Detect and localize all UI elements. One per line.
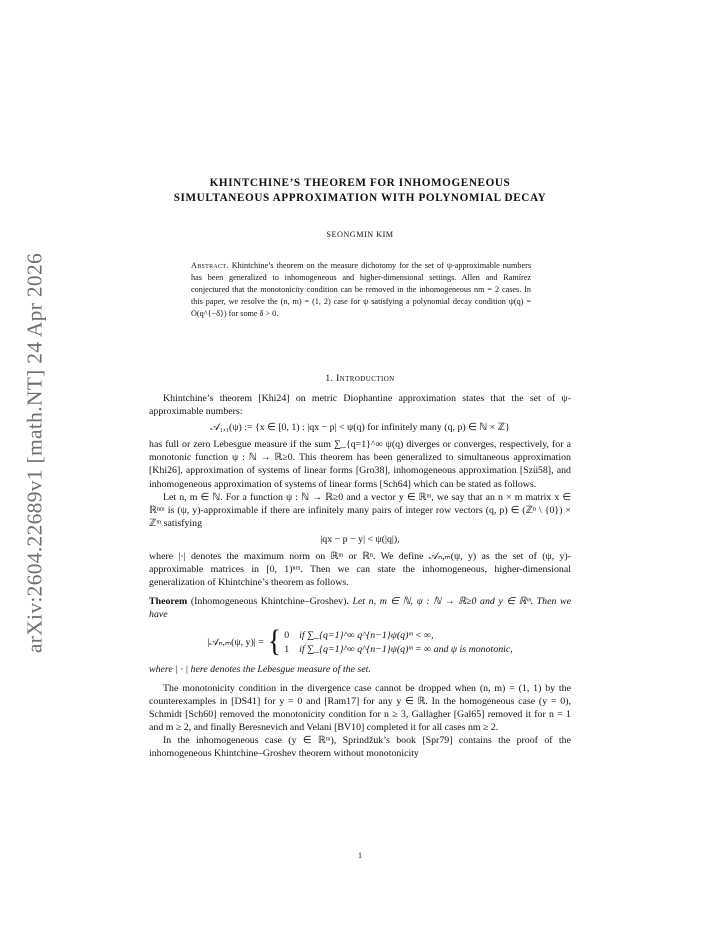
cases-lhs: |𝒜ₙ,ₘ(ψ, y)| =	[207, 636, 264, 648]
paragraph-6: In the inhomogeneous case (y ∈ ℝᵐ), Sprindžuk’s book [Spr79] contains the proof of the inhomogeneous Khintchine–Groshev theorem without monotonicity	[149, 735, 571, 760]
paragraph-3: Let n, m ∈ ℕ. For a function ψ : ℕ → ℝ≥0 and a vector y ∈ ℝᵐ, we say that an n × m matrix x ∈ ℝⁿᵐ is (ψ, y)-approximable if there are infinitely many pairs of integer row vectors (q, p) ∈ (ℤⁿ \ {0}) × ℤᵐ satisfying	[149, 491, 571, 529]
theorem-statement: Let n, m ∈ ℕ, ψ : ℕ → ℝ≥0 and y ∈ ℝᵐ. Then we have	[149, 596, 571, 621]
case-rows	[284, 629, 513, 656]
main-body	[149, 392, 571, 760]
section-heading-introduction: 1. Introduction	[325, 374, 395, 384]
abstract	[191, 260, 531, 320]
equation-cases	[149, 624, 571, 659]
case-row-2	[284, 643, 513, 656]
paper-title	[120, 176, 600, 206]
theorem-label: Theorem	[149, 596, 188, 608]
case-row-1	[284, 629, 513, 642]
paragraph-1: Khintchine’s theorem [Khi24] on metric Diophantine approximation states that the set of ψ-approximable numbers:	[149, 393, 571, 418]
equation-1: 𝒜₁,₁(ψ) := {x ∈ [0, 1) : |qx − p| < ψ(q) for infinitely many (q, p) ∈ ℕ × ℤ}	[210, 422, 510, 434]
abstract-text: Khintchine’s theorem on the measure dichotomy for the set of ψ-approximable numbers has been generalized to inhomogeneous and higher-dimensional settings. Allen and Ramírez conjectured that the monotonicity condition can be removed in the inhomogeneous nm = 2 cases. In this paper, we resolve the (n, m) = (1, 2) case for ψ satisfying a polynomial decay condition ψ(q) = O(q^{−δ}) for some δ > 0.	[191, 261, 532, 319]
case-1-condition: if ∑_{q=1}^∞ q^{n−1}ψ(q)ᵐ < ∞,	[299, 629, 434, 641]
case-2-condition: if ∑_{q=1}^∞ q^{n−1}ψ(q)ᵐ = ∞ and ψ is monotonic,	[299, 643, 513, 655]
case-1-value: 0	[284, 629, 290, 641]
page-number: 1	[358, 851, 362, 860]
theorem-name: (Inhomogeneous Khintchine–Groshev).	[190, 596, 349, 608]
title-line-2: SIMULTANEOUS APPROXIMATION WITH POLYNOMIAL DECAY	[173, 192, 547, 204]
paragraph-2: has full or zero Lebesgue measure if the sum ∑_{q=1}^∞ ψ(q) diverges or converges, respectively, for a monotonic function ψ : ℕ → ℝ≥0. This theorem has been generalized to simultaneous approximation [Khi26], approximation of systems of linear forms [Gro38], inhomogeneous approximation [Szü58], and inhomogeneous approximation of systems of linear forms [Sch64] which can be stated as follows.	[149, 439, 571, 490]
case-2-value: 1	[284, 643, 290, 655]
title-line-1: KHINTCHINE’S THEOREM FOR INHOMOGENEOUS	[209, 177, 511, 189]
left-brace: {	[267, 624, 282, 659]
author-name: SEONGMIN KIM	[326, 230, 394, 239]
paragraph-5: The monotonicity condition in the divergence case cannot be dropped when (n, m) = (1, 1) by the counterexamples in [DS41] for y = 0 and [Ram17] for any y ∈ ℝ. In the homogeneous case (y = 0), Schmidt [Sch60] removed the monotonicity condition for n ≥ 3, Gallagher [Gal65] removed it for n = 1 and m ≥ 2, and finally Beresnevich and Velani [BV10] completed it for all cases nm ≥ 2.	[149, 682, 571, 734]
abstract-label: Abstract.	[191, 261, 229, 270]
theorem-after: where | · | here denotes the Lebesgue measure of the set.	[149, 663, 371, 675]
paragraph-4: where |·| denotes the maximum norm on ℝᵐ or ℝⁿ. We define 𝒜ₙ,ₘ(ψ, y) as the set of (ψ, y)-approximable matrices in [0, 1)ⁿᵐ. Then we can state the inhomogeneous, higher-dimensional generalization of Khintchine’s theorem as follows.	[149, 551, 571, 589]
arxiv-side-label: arXiv:2604.22689v1 [math.NT] 24 Apr 2026	[22, 252, 47, 654]
theorem	[149, 595, 571, 621]
equation-2: |qx − p − y| < ψ(|q|),	[320, 533, 400, 545]
